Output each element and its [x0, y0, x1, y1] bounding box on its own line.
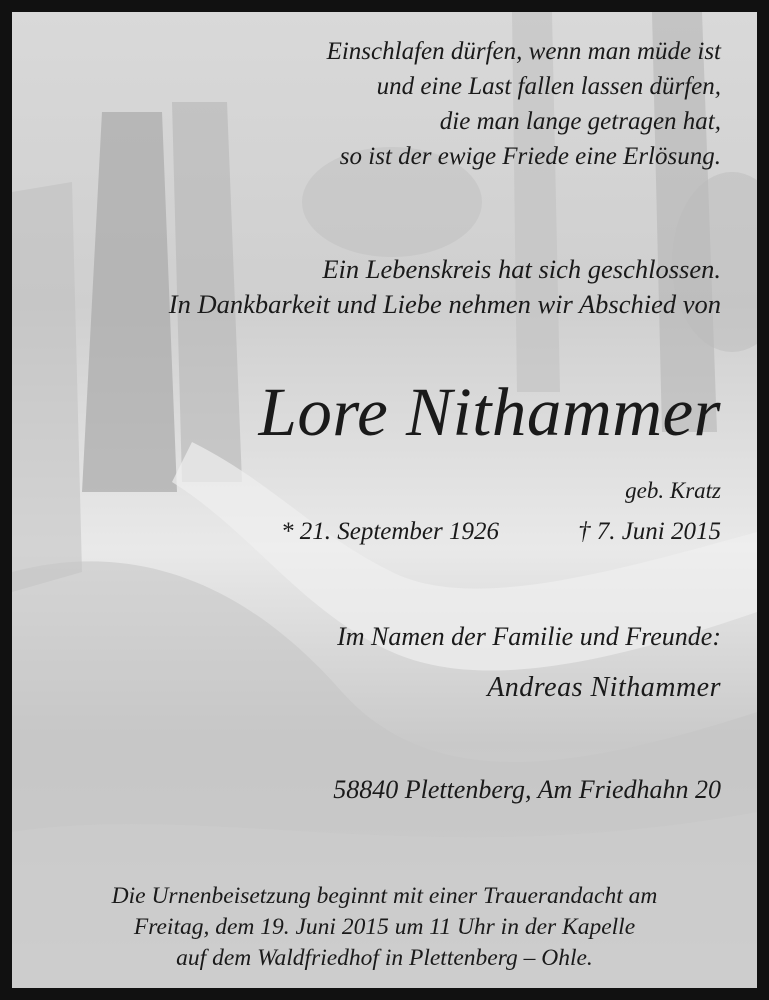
ceremony-line: Die Urnenbeisetzung beginnt mit einer Trauerandacht am	[111, 883, 658, 909]
intro-block	[169, 252, 721, 322]
poem-line: Einschlafen dürfen, wenn man müde ist	[326, 38, 721, 65]
address: 58840 Plettenberg, Am Friedhahn 20	[333, 775, 721, 804]
signer-name: Andreas Nithammer	[487, 672, 721, 703]
birth-name: geb. Kratz	[625, 478, 721, 503]
intro-line: In Dankbarkeit und Liebe nehmen wir Abschied von	[168, 289, 721, 319]
ceremony-line: auf dem Waldfriedhof in Plettenberg – Ohle.	[176, 945, 593, 971]
death-date: † 7. Juni 2015	[577, 518, 721, 545]
family-line: Im Namen der Familie und Freunde:	[337, 622, 721, 651]
life-dates	[12, 518, 721, 552]
birth-date: * 21. September 1926	[280, 518, 499, 545]
poem-line: und eine Last fallen lassen dürfen,	[376, 73, 721, 100]
deceased-name: Lore Nithammer	[258, 374, 721, 450]
ceremony-line: Freitag, dem 19. Juni 2015 um 11 Uhr in der Kapelle	[133, 914, 636, 940]
poem-block	[327, 34, 721, 174]
intro-line: Ein Lebenskreis hat sich geschlossen.	[322, 254, 721, 284]
poem-line: so ist der ewige Friede eine Erlösung.	[339, 143, 721, 170]
ceremony-info	[12, 881, 757, 974]
poem-line: die man lange getragen hat,	[439, 108, 721, 135]
